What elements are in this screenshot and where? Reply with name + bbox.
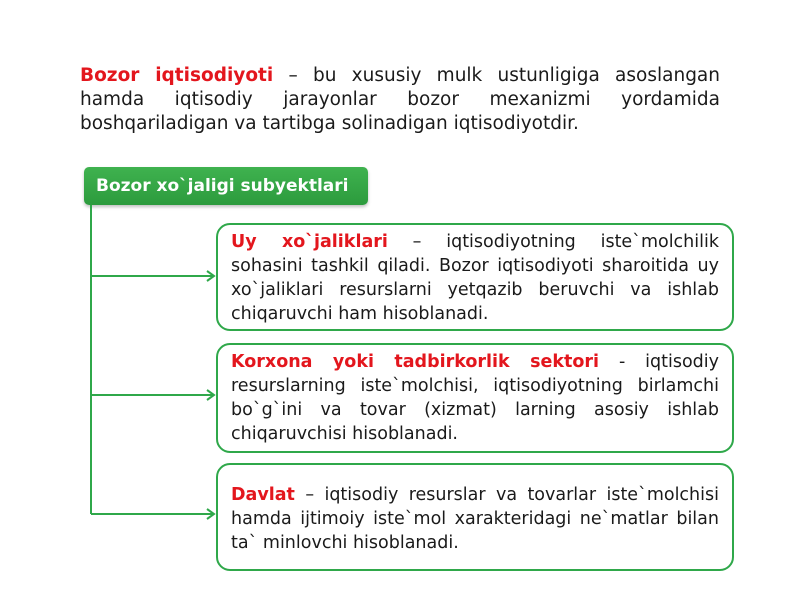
card-term: Davlat [231,485,295,505]
card-term: Uy xo`jaliklari [231,232,388,252]
card-government [216,463,734,571]
card-households [216,223,734,331]
card-term: Korxona yoki tadbirkorlik sektori [231,352,600,372]
card-business-sector [216,343,734,453]
card-text: – iqtisodiyotning iste`molchilik sohasini tashkil qiladi. Bozor iqtisodiyoti sharoitida uy xo`jaliklari resurslarni yetqazib beruvchi va ishlab chiqaruvchi ham hisoblanadi. [231,232,719,324]
subjects-header-label: Bozor xo`jaligi subyektlari [96,176,349,196]
card-text: - iqtisodiy resurslarning iste`molchisi, iqtisodiyotning birlamchi bo`g`ini va tovar (xizmat) larning asosiy ishlab chiqaruvchisi hisoblanadi. [231,352,719,444]
intro-text: – bu xususiy mulk ustunligiga asoslangan hamda iqtisodiy jarayonlar bozor mexanizmi yordamida boshqariladigan va tartibga solinadigan iqtisodiyotdir. [80,65,720,134]
intro-term: Bozor iqtisodiyoti [80,65,274,86]
card-text: – iqtisodiy resurslar va tovarlar iste`molchisi hamda ijtimoiy iste`mol xarakteridagi ne`matlar bilan ta` minlovchi hisoblanadi. [231,485,719,553]
